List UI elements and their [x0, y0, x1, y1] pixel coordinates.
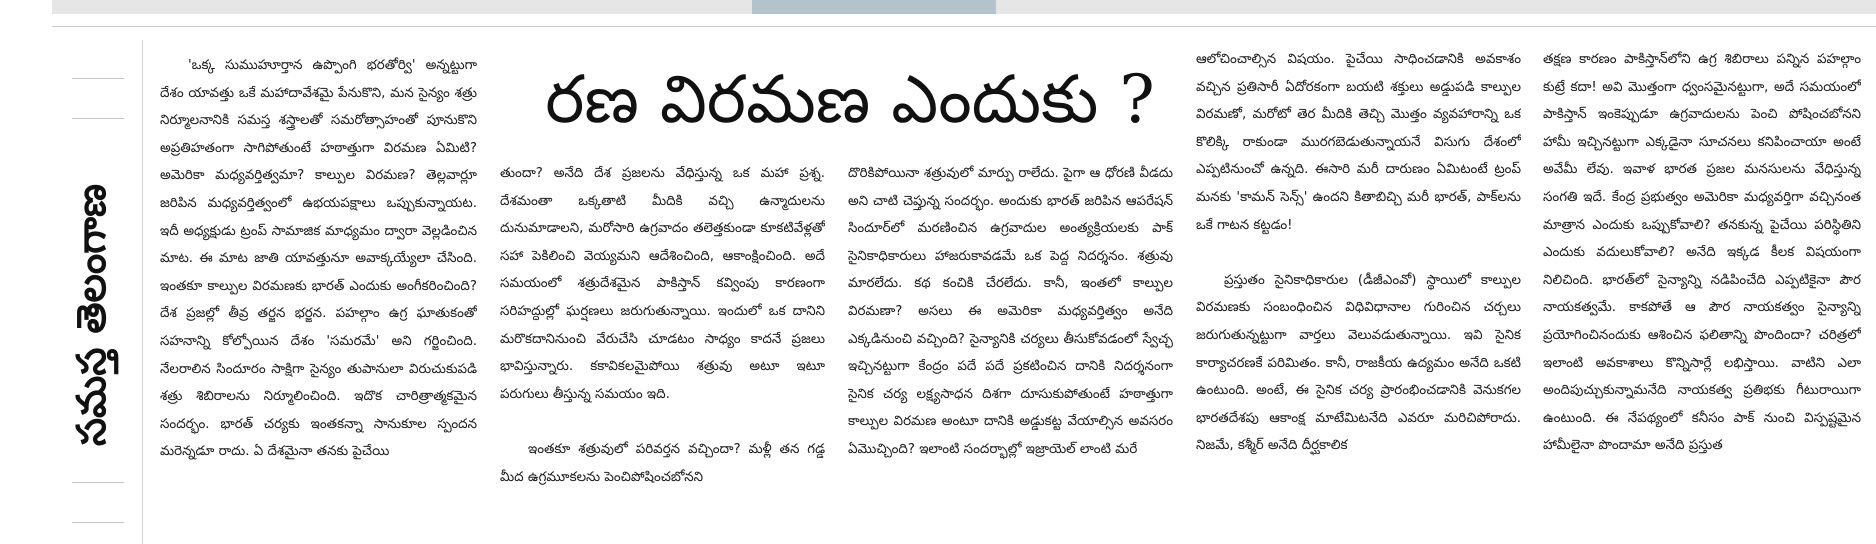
column-4-paragraph-1: ఆలోచించాల్సిన విషయం. పైచేయి సాధించడానికి అవకాశం వచ్చిన ప్రతిసారీ ఏదోరకంగా బయటి శక్తులు అడ్డుపడి కాల్పుల విరమణో, మరోటో తెర మీదికి తెచ్చి మొత్తం వ్యవహారాన్ని ఒక కొలిక్కి రాకుండా మురగబెడుతున్నాయనే విసుగు దేశంలో ఎప్పటినుంచో ఉన్నది. ఈసారి మరీ దారుణం ఏమిటంటే ట్రంప్ మనకు 'కామన్ సెన్స్' ఉందని కితాబిచ్చి మరీ భారత్, పాక్‌లను ఒకే గాటన కట్టడం!	[1196, 52, 1521, 233]
column-2-paragraph-1: తుందా? అనేది దేశ ప్రజలను వేధిస్తున్న ఒక మహా ప్రశ్న. దేశమంతా ఒక్కతాటి మీదికి వచ్చి ఉన్మాదులను దునుమాడాలని, మరోసారి ఉగ్రవాదం తలెత్తకుండా కూకటివేళ్లతో సహా పెకిలించి వెయ్యమని ఆదేశించింది, ఆకాంక్షించింది. అదే సమయంలో శత్రుదేశమైన పాకిస్తాన్ కవ్వింపు కారణంగా సరిహద్దుల్లో ఘర్షణలు జరుగుతున్నాయి. ఇందులో ఒక దానిని మరొకదానినుంచి వేరుచేసి చూడటం సాధ్యం కాదనే ప్రజలు భావిస్తున్నారు. కకావికలమైపోయి శత్రువు అటూ ఇటూ పరుగులు తీస్తున్న సమయం ఇది.	[500, 166, 825, 402]
column-1-paragraph-1: 'ఒక్క సుముహూర్తాన ఉప్పొంగి భరతోర్వి' అన్నట్టుగా దేశం యావత్తు ఒకే మహాదావేశమై పేనుకొని, మన సైన్యం శత్రు నిర్మూలనానికి సమస్త శస్త్రాలతో సమరోత్సాహంతో పూనుకొని అప్రతిహతంగా సాగిపోతుంటే హఠాత్తుగా విరమణ ఏమిటి? అమెరికా మధ్యవర్తిత్వమా? కాల్పుల విరమణ? తెల్లవార్లూ జరిపిన మధ్యవర్తిత్వంలో ఉభయపక్షాలు ఒప్పుకున్నాయట. ఇదీ అధ్యక్షుడు ట్రంప్ సామాజిక మాధ్యమం ద్వారా వెల్లడించిన మాట. ఈ మాట జాతి యావత్తునూ అవాక్కయ్యేలా చేసింది. ఇంతకూ కాల్పుల విరమణకు భారత్ ఎందుకు అంగీకరించింది? దేశ ప్రజల్లో తీవ్ర తర్జన భర్జన. పహల్గాం ఉగ్ర ఘాతుకంతో సహనాన్ని కోల్పోయిన దేశం 'సమరమే' అని గర్జించింది. నేలరాలిన సిందూరం సాక్షిగా సైన్యం తుపానులా విరుచుకుపడి శత్రు శిబిరాలను నిర్మూలించింది. ఇదొక చారిత్రాత్మకమైన సందర్భం. భారత్ చర్యకు ఇంతకన్నా సానుకూల స్పందన మరెన్నడూ రాదు. ఏ దేశమైనా తనకు పైచేయి	[160, 58, 477, 460]
paragraph-gap	[1196, 239, 1521, 267]
top-divider	[52, 26, 1876, 27]
paragraph-gap	[500, 408, 825, 436]
article-column-4	[1196, 46, 1521, 544]
editorial-headline: రణ విరమణ ఎందుకు ?	[545, 61, 1155, 138]
column-5-paragraph-1: తక్షణ కారణం పాకిస్తాన్‌లోని ఉగ్ర శిబిరాలు పన్నిన పహల్గాం కుట్రే కదా! అవి మొత్తంగా ధ్వంసమైనట్టుగా, అదే సమయంలో పాకిస్తాన్ ఇంకెప్పుడూ ఉగ్రవాదులను పెంచి పోషించబోనని హామీ ఇచ్చినట్టుగా ఎక్కడైనా సూచనలు కనిపించాయా అంటే అవేమీ లేవు. ఇవాళ భారత ప్రజల మనసులను వేధిస్తున్న సంగతి ఇదే. కేంద్ర ప్రభుత్వం అమెరికా మధ్యవర్తిగా వచ్చినంత మాత్రాన ఎందుకు ఒప్పుకోవాలి? తనకున్న పైచేయి పరిస్థితిని ఎందుకు వదులుకోవాలి? అనేది ఇక్కడ కీలక విషయంగా నిలిచింది. భారత్‌లో సైన్యాన్ని నడిపించేది ఎప్పటికైనా పౌర నాయకత్వమే. కాకపోతే ఆ పౌర నాయకత్వం సైన్యాన్ని ప్రయోగించినందుకు ఆశించిన ఫలితాన్ని పొందిందా? చరిత్రలో ఇలాంటి అవకాశాలు కొన్నిసార్లే లభిస్తాయి. వాటిని ఎలా అందిపుచ్చుకున్నామనేది నాయకత్వ ప్రతిభకు గీటురాయిగా ఉంటుంది. ఈ నేపథ్యంలో కనీసం పాక్ నుంచి విస్పష్టమైన హామీలైనా పొందామా అనేది ప్రస్తుత	[1543, 52, 1861, 454]
sidebar-tick	[72, 78, 124, 79]
sidebar-tick	[72, 522, 124, 523]
column-4-paragraph-2: ప్రస్తుతం సైనికాధికారుల (డీజీఎంవో) స్థాయిలో కాల్పుల విరమణకు సంబంధించిన విధివిధానాల గురించిన చర్చలు జరుగుతున్నట్టుగా వార్తలు వెలువడుతున్నాయి. ఇవి సైనిక కార్యాచరణకే పరిమితం. కానీ, రాజకీయ ఉద్యమం అనేది ఒకటి ఉంటుంది. అంటే, ఈ సైనిక చర్య ప్రారంభించడానికి వెనుకగల భారతదేశపు ఆకాంక్ష మాటేమిటనేది ఎవరూ మరిచిపోరాదు. నిజమే, కశ్మీర్ అనేది దీర్ఘకాలిక	[1196, 272, 1521, 454]
column-3-paragraph-1: దొరికిపోయినా శత్రువులో మార్పు రాలేదు. పైగా ఆ ధోరణి వీడదు అని చాటి చెప్తున్న సందర్భం. అందుకు భారత్ జరిపిన ఆపరేషన్ సిందూర్‌లో మరణించిన ఉగ్రవాదుల అంత్యక్రియలకు పాక్ సైనికాధికారులు హాజరుకావడమే ఒక పెద్ద నిదర్శనం. శత్రువు మారలేదు. కథ కంచికి చేరలేదు. కానీ, ఇంతలో కాల్పుల విరమణా? అసలు ఈ అమెరికా మధ్యవర్తిత్వం అనేది ఎక్కడినుంచి వచ్చింది? సైన్యానికి చర్యలు తీసుకోవడంలో స్వేచ్ఛ ఇచ్చినట్టుగా కేంద్రం పదే పదే ప్రకటించిన దానికి నిదర్శనంగా సైనిక చర్య లక్ష్యసాధన దిశగా దూసుకుపోతుంటే హఠాత్తుగా కాల్పుల విరమణ అంటూ దానికి అడ్డుకట్ట వేయాల్సిన అవసరం ఏమొచ్చింది? ఇలాంటి సందర్భాల్లో ఇజ్రాయెల్ లాంటి మరే	[848, 166, 1173, 457]
article-column-5	[1543, 46, 1861, 544]
section-title: సమస్త తెలంగాణ	[69, 183, 115, 447]
sidebar-tick	[72, 118, 124, 119]
column-2-paragraph-2: ఇంతకూ శత్రువులో పరివర్తన వచ్చిందా? మళ్లీ తన గడ్డ మీద ఉగ్రమూకలను పెంచిపోషించబోనని	[500, 441, 825, 485]
article-column-3	[848, 160, 1173, 544]
top-nav-active-segment	[752, 0, 996, 14]
article-column-2	[500, 160, 825, 544]
article-column-1	[160, 52, 477, 544]
sidebar-divider	[142, 40, 143, 544]
sidebar-tick	[72, 482, 124, 483]
